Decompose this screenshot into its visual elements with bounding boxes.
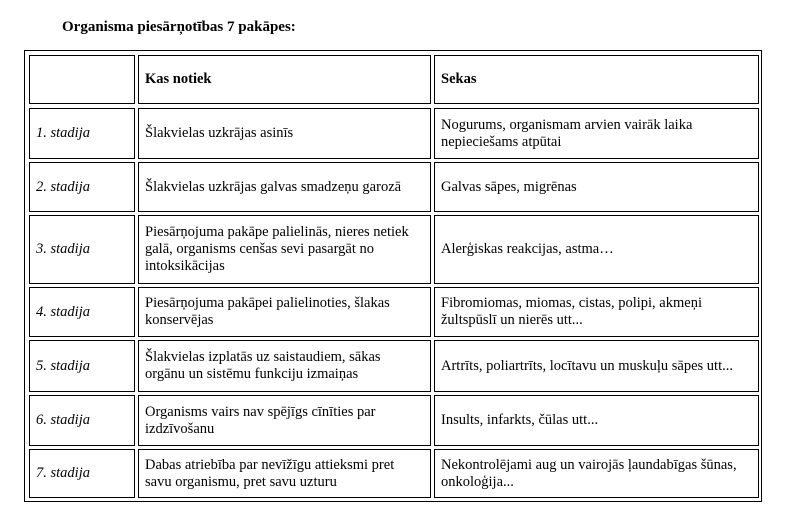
table-cell-stage: 7. stadija (29, 449, 135, 498)
table-header-effects: Sekas (434, 55, 759, 104)
table-cell-stage: 3. stadija (29, 215, 135, 284)
table-cell-effects: Nekontrolējami aug un vairojās ļaundabīgas šūnas, onkoloģija... (434, 449, 759, 498)
page-title: Organisma piesārņotības 7 pakāpes: (62, 19, 296, 35)
table-cell-stage: 4. stadija (29, 287, 135, 337)
table-cell-stage: 6. stadija (29, 395, 135, 446)
table-cell-stage: 1. stadija (29, 108, 135, 159)
table-cell-what: Piesārņojuma pakāpei palielinoties, šlakas konservējas (138, 287, 431, 337)
table-cell-effects: Galvas sāpes, migrēnas (434, 162, 759, 212)
table-cell-effects: Nogurums, organismam arvien vairāk laika nepieciešams atpūtai (434, 108, 759, 159)
table-cell-effects: Fibromiomas, miomas, cistas, polipi, akmeņi žultspūslī un nierēs utt... (434, 287, 759, 337)
table-cell-effects: Alerģiskas reakcijas, astma… (434, 215, 759, 284)
table-header-empty (29, 55, 135, 104)
table-cell-what: Piesārņojuma pakāpe palielinās, nieres netiek galā, organisms cenšas sevi pasargāt no intoksikācijas (138, 215, 431, 284)
table-cell-stage: 5. stadija (29, 340, 135, 392)
table-cell-stage: 2. stadija (29, 162, 135, 212)
table-cell-what: Šlakvielas uzkrājas asinīs (138, 108, 431, 159)
table-header-what: Kas notiek (138, 55, 431, 104)
table-cell-what: Dabas atriebība par nevīžīgu attieksmi pret savu organismu, pret savu uzturu (138, 449, 431, 498)
table-cell-what: Šlakvielas izplatās uz saistaudiem, sākas orgānu un sistēmu funkciju izmaiņas (138, 340, 431, 392)
table-cell-what: Organisms vairs nav spējīgs cīnīties par izdzīvošanu (138, 395, 431, 446)
table-cell-what: Šlakvielas uzkrājas galvas smadzeņu garozā (138, 162, 431, 212)
table-cell-effects: Artrīts, poliartrīts, locītavu un muskuļu sāpes utt... (434, 340, 759, 392)
table-cell-effects: Insults, infarkts, čūlas utt... (434, 395, 759, 446)
